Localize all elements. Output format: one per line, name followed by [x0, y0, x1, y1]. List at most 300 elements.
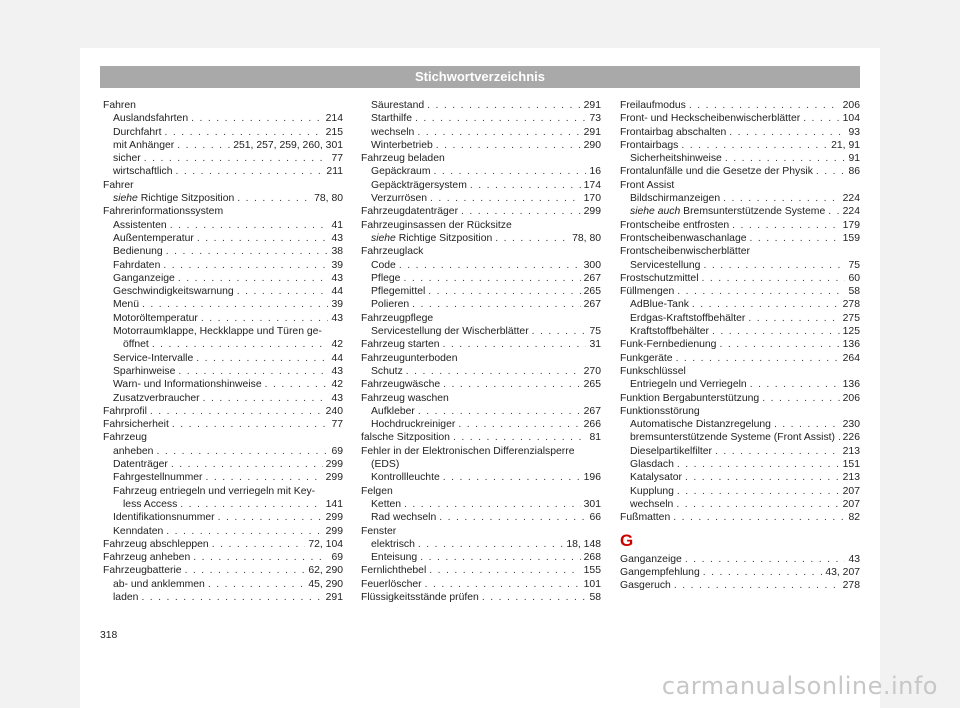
index-entry: [361, 245, 601, 258]
index-subentry: [620, 498, 860, 511]
entry-label: wechseln: [630, 498, 674, 510]
index-entry: [620, 579, 860, 592]
entry-label: Pflege: [371, 272, 401, 284]
dot-leader: [433, 165, 586, 178]
index-subentry: [103, 591, 343, 604]
entry-page-ref: 155: [583, 565, 601, 577]
entry-page-ref: 206: [842, 392, 860, 404]
entry-label: Feuerlöscher: [361, 578, 422, 590]
index-subentry: [103, 338, 343, 351]
entry-label: Auslandsfahrten: [113, 113, 189, 125]
entry-label: Menü: [113, 299, 139, 311]
index-subentry: [103, 139, 343, 152]
index-subentry: [361, 165, 601, 178]
entry-page-ref: 69: [331, 552, 343, 564]
entry-label: Gasgeruch: [620, 580, 671, 592]
entry-label: Motoröltemperatur: [113, 312, 198, 324]
dot-leader: [144, 152, 329, 165]
index-subentry: [361, 458, 601, 471]
index-subentry: [361, 285, 601, 298]
dot-leader: [676, 352, 840, 365]
dot-leader: [196, 352, 328, 365]
entry-label: Service-Intervalle: [113, 352, 194, 364]
index-subentry: [620, 205, 860, 218]
dot-leader: [681, 139, 828, 152]
index-subentry: [620, 312, 860, 325]
index-subentry: [361, 139, 601, 152]
entry-label: Fahrzeuglack: [361, 246, 424, 258]
index-entry: [361, 205, 601, 218]
entry-page-ref: 39: [331, 299, 343, 311]
dot-leader: [185, 564, 306, 577]
entry-label: sicher: [113, 153, 141, 165]
entry-page-ref: 211: [326, 166, 343, 178]
index-subentry: [620, 485, 860, 498]
entry-label: Hochdruckreiniger: [371, 419, 456, 431]
entry-page-ref: 240: [325, 405, 343, 417]
dot-leader: [170, 219, 329, 232]
entry-label: Fahrzeugpflege: [361, 312, 434, 324]
entry-page-ref: 73: [589, 113, 601, 125]
dot-leader: [803, 112, 839, 125]
index-entry: [620, 219, 860, 232]
index-subentry: [103, 511, 343, 524]
index-entry: [620, 285, 860, 298]
entry-page-ref: 18, 148: [566, 538, 601, 550]
dot-leader: [712, 325, 840, 338]
entry-page-ref: 267: [583, 299, 601, 311]
entry-label: Sicherheitshinweise: [630, 153, 722, 165]
entry-label: Bildschirmanzeigen: [630, 193, 721, 205]
entry-label: Fahrzeugdatenträger: [361, 206, 459, 218]
index-subentry: [103, 445, 343, 458]
dot-leader: [677, 285, 845, 298]
entry-page-ref: 44: [331, 352, 343, 364]
index-subentry: [103, 325, 343, 338]
dot-leader: [429, 564, 580, 577]
index-subentry: [103, 245, 343, 258]
entry-label: Fahrzeug waschen: [361, 392, 449, 404]
entry-label: Kontrollleuchte: [371, 472, 440, 484]
index-entry: [620, 232, 860, 245]
dot-leader: [458, 418, 580, 431]
index-entry: [103, 418, 343, 431]
entry-label: Fußmatten: [620, 512, 671, 524]
entry-page-ref: 224: [842, 206, 860, 218]
entry-label: Zusatzverbraucher: [113, 392, 200, 404]
index-entry: [361, 525, 601, 538]
entry-page-ref: 43: [331, 312, 343, 324]
index-entry: [103, 551, 343, 564]
dot-leader: [193, 551, 328, 564]
dot-leader: [406, 365, 581, 378]
entry-label: Frontairbags: [620, 139, 679, 151]
index-subentry: [103, 352, 343, 365]
dot-leader: [532, 325, 587, 338]
dot-leader: [206, 471, 323, 484]
index-subentry: [103, 152, 343, 165]
entry-label: Fahrzeug beladen: [361, 153, 445, 165]
index-subentry: [361, 471, 601, 484]
entry-label: Freilaufmodus: [620, 100, 686, 111]
dot-leader: [265, 378, 329, 391]
dot-leader: [774, 418, 840, 431]
index-subentry: [103, 471, 343, 484]
entry-page-ref: 291: [583, 126, 601, 138]
index-subentry: [103, 525, 343, 538]
section-title: Stichwortverzeichnis: [414, 69, 546, 84]
index-entry: [620, 352, 860, 365]
dot-leader: [443, 378, 581, 391]
entry-label: falsche Sitzposition: [361, 432, 450, 444]
dot-leader: [703, 566, 823, 579]
dot-leader: [427, 99, 581, 112]
dot-leader: [178, 272, 329, 285]
entry-page-ref: 78, 80: [572, 232, 601, 244]
entry-label: Kupplung: [630, 485, 674, 497]
entry-label: Winterbetrieb: [371, 139, 433, 151]
index-subentry: [103, 259, 343, 272]
dot-leader: [412, 298, 581, 311]
entry-label: mit Anhänger: [113, 139, 175, 151]
entry-label: Fehler in der Elektronischen Differenzialsperre: [361, 445, 575, 457]
dot-leader: [461, 205, 581, 218]
page-number: 318: [100, 630, 118, 641]
entry-page-ref: 251, 257, 259, 260, 301: [233, 139, 343, 151]
dot-leader: [470, 179, 581, 192]
dot-leader: [816, 165, 846, 178]
entry-label: Kenndaten: [113, 525, 164, 537]
index-subentry: [361, 259, 601, 272]
entry-label: Sparhinweise: [113, 365, 176, 377]
index-entry: [620, 99, 860, 112]
dot-leader: [725, 152, 846, 165]
dot-leader: [676, 498, 839, 511]
index-entry: [620, 272, 860, 285]
index-entry: [361, 485, 601, 498]
entry-label: Säurestand: [371, 100, 425, 111]
entry-label: Motorraumklappe, Heckklappe und Türen ge-: [113, 326, 322, 338]
entry-page-ref: 41: [331, 219, 343, 231]
entry-label: laden: [113, 591, 139, 603]
entry-page-ref: 77: [331, 153, 343, 165]
entry-page-ref: 43: [331, 365, 343, 377]
entry-page-ref: 78, 80: [314, 193, 343, 205]
dot-leader: [428, 285, 580, 298]
entry-page-ref: 299: [583, 206, 601, 218]
dot-leader: [436, 139, 581, 152]
watermark: carmanualsonline.info: [661, 672, 938, 700]
index-entry: [361, 352, 601, 365]
entry-page-ref: 291: [583, 100, 601, 111]
entry-page-ref: 93: [848, 126, 860, 138]
index-subentry: [103, 378, 343, 391]
entry-page-ref: 136: [842, 339, 860, 351]
entry-page-ref: 31: [589, 339, 601, 351]
index-subentry: [103, 458, 343, 471]
entry-label: Fahren: [103, 100, 136, 111]
entry-page-ref: 42: [331, 379, 343, 391]
index-subentry: [103, 578, 343, 591]
dot-leader: [177, 139, 230, 152]
entry-label: Durchfahrt: [113, 126, 162, 138]
dot-leader: [674, 579, 840, 592]
index-entry: [103, 431, 343, 444]
entry-label: Identifikationsnummer: [113, 512, 215, 524]
entry-label: Frontscheibe entfrosten: [620, 219, 730, 231]
dot-leader: [175, 165, 323, 178]
index-subentry: [620, 471, 860, 484]
entry-label: Pflegemittel: [371, 286, 426, 298]
entry-label: Fahrprofil: [103, 405, 147, 417]
dot-leader: [142, 298, 328, 311]
entry-page-ref: 299: [325, 525, 343, 537]
index-entry: [103, 99, 343, 112]
entry-label: wechseln: [371, 126, 415, 138]
index-subentry: [620, 458, 860, 471]
dot-leader: [197, 232, 329, 245]
entry-page-ref: 207: [842, 485, 860, 497]
entry-label: Fahrsicherheit: [103, 419, 169, 431]
entry-page-ref: 38: [331, 246, 343, 258]
index-subentry: [361, 272, 601, 285]
entry-page-ref: 226: [842, 432, 860, 444]
entry-label: Front Assist: [620, 179, 675, 191]
entry-label: Richtige Sitzposition: [137, 193, 235, 205]
entry-page-ref: 16: [589, 166, 601, 178]
entry-page-ref: 44: [331, 286, 343, 298]
entry-page-ref: 43: [331, 392, 343, 404]
index-subentry: [620, 378, 860, 391]
entry-label: Verzurrösen: [371, 193, 428, 205]
dot-leader: [729, 126, 845, 139]
entry-label: Funkschlüssel: [620, 365, 686, 377]
index-entry: [103, 538, 343, 551]
entry-page-ref: 301: [583, 498, 601, 510]
index-entry: [361, 445, 601, 458]
index-subentry: [361, 551, 601, 564]
index-entry: [361, 152, 601, 165]
dot-leader: [702, 272, 846, 285]
index-entry: [361, 392, 601, 405]
entry-page-ref: 77: [331, 419, 343, 431]
entry-label: Code: [371, 259, 396, 271]
dot-leader: [403, 272, 580, 285]
index-subentry: [103, 312, 343, 325]
entry-label: Entriegeln und Verriegeln: [630, 379, 747, 391]
index-entry: [620, 511, 860, 524]
index-entry: [620, 553, 860, 566]
dot-leader: [203, 392, 329, 405]
index-subentry: [361, 405, 601, 418]
index-subentry: [361, 192, 601, 205]
index-entry: [103, 564, 343, 577]
entry-label: Fahrzeugwäsche: [361, 379, 441, 391]
entry-label: Ketten: [371, 498, 402, 510]
entry-label: anheben: [113, 445, 154, 457]
index-entry: [620, 365, 860, 378]
dot-leader: [715, 445, 840, 458]
entry-page-ref: 299: [325, 472, 343, 484]
entry-page-ref: 267: [583, 405, 601, 417]
entry-label: Gangempfehlung: [620, 566, 700, 578]
index-entry: [361, 564, 601, 577]
dot-leader: [201, 312, 329, 325]
index-subentry: [361, 365, 601, 378]
entry-label: Bedienung: [113, 246, 163, 258]
index-subentry: [620, 192, 860, 205]
entry-label: less Access: [123, 498, 178, 510]
entry-page-ref: 43, 207: [825, 566, 860, 578]
entry-label: Fahrzeugunterboden: [361, 352, 458, 364]
dot-leader: [237, 285, 329, 298]
entry-label: Flüssigkeitsstände prüfen: [361, 591, 479, 603]
entry-page-ref: 265: [583, 286, 601, 298]
entry-label: Servicestellung der Wischerblätter: [371, 326, 529, 338]
index-subentry: [361, 232, 601, 245]
entry-page-ref: 159: [842, 232, 860, 244]
index-entry: [620, 112, 860, 125]
entry-page-ref: 278: [842, 580, 860, 592]
entry-label: Richtige Sitzposition: [395, 232, 493, 244]
entry-label: elektrisch: [371, 538, 415, 550]
entry-page-ref: 174: [583, 179, 601, 191]
entry-label: Ganganzeige: [620, 553, 682, 565]
entry-label: Assistenten: [113, 219, 167, 231]
dot-leader: [703, 259, 845, 272]
entry-label: Funk-Fernbedienung: [620, 339, 717, 351]
entry-page-ref: 213: [842, 445, 860, 457]
entry-page-ref: 62, 290: [308, 565, 343, 577]
entry-label: Fahrer: [103, 179, 134, 191]
dot-leader: [482, 591, 587, 604]
index-entry: [620, 338, 860, 351]
entry-label: Katalysator: [630, 472, 682, 484]
entry-label: Fahrerinformationssystem: [103, 206, 224, 218]
dot-leader: [172, 418, 329, 431]
index-entry: [361, 591, 601, 604]
dot-leader: [212, 538, 306, 551]
entry-label: Kraftstoffbehälter: [630, 326, 709, 338]
index-subentry: [103, 112, 343, 125]
index-subentry: [361, 498, 601, 511]
index-subentry: [361, 538, 601, 551]
dot-leader: [420, 551, 580, 564]
index-subentry: [103, 298, 343, 311]
index-subentry: [361, 99, 601, 112]
entry-label: Frontalunfälle und die Gesetze der Physik: [620, 166, 813, 178]
dot-leader: [237, 192, 311, 205]
dot-leader: [141, 591, 322, 604]
index-entry: [361, 431, 601, 444]
entry-label: Erdgas-Kraftstoffbehälter: [630, 312, 746, 324]
entry-label: Rad wechseln: [371, 512, 437, 524]
entry-page-ref: 141: [325, 498, 343, 510]
entry-label: Fahrdaten: [113, 259, 161, 271]
index-subentry: [103, 219, 343, 232]
entry-page-ref: 299: [325, 512, 343, 524]
entry-page-ref: 43: [848, 553, 860, 565]
dot-leader: [208, 578, 305, 591]
index-entry: [620, 405, 860, 418]
entry-page-ref: 215: [325, 126, 343, 138]
index-subentry: [361, 418, 601, 431]
entry-label: Funktionsstörung: [620, 405, 700, 417]
see-reference: siehe auch: [630, 206, 681, 218]
entry-label: Fahrzeug entriegeln und verriegeln mit Key-: [113, 485, 316, 497]
entry-label: Fahrzeugbatterie: [103, 565, 182, 577]
dot-leader: [762, 392, 839, 405]
index-entry: [361, 312, 601, 325]
entry-label: (EDS): [371, 459, 400, 471]
index-entry: [361, 578, 601, 591]
entry-label: bremsunterstützende Systeme (Front Assist): [630, 432, 836, 444]
entry-page-ref: 43: [331, 272, 343, 284]
entry-page-ref: 136: [842, 379, 860, 391]
see-reference: siehe: [371, 232, 396, 244]
entry-page-ref: 66: [589, 512, 601, 524]
entry-page-ref: 291: [325, 591, 343, 603]
entry-label: Gepäckraum: [371, 166, 431, 178]
entry-label: ab- und anklemmen: [113, 578, 205, 590]
dot-leader: [443, 338, 587, 351]
index-entry: [620, 566, 860, 579]
entry-page-ref: 300: [583, 259, 601, 271]
entry-page-ref: 170: [583, 193, 601, 205]
entry-label: AdBlue-Tank: [630, 299, 689, 311]
dot-leader: [430, 192, 581, 205]
index-subentry: [103, 165, 343, 178]
index-subentry: [103, 485, 343, 498]
entry-label: Starthilfe: [371, 113, 413, 125]
entry-label: Füllmengen: [620, 286, 675, 298]
entry-label: Aufkleber: [371, 405, 415, 417]
entry-page-ref: 104: [842, 113, 860, 125]
entry-page-ref: 206: [842, 100, 860, 111]
dot-leader: [166, 245, 329, 258]
dot-leader: [748, 312, 839, 325]
index-subentry: [620, 431, 860, 444]
entry-label: Fahrzeug starten: [361, 339, 440, 351]
entry-label: öffnet: [123, 339, 149, 351]
see-reference: siehe: [113, 193, 138, 205]
dot-leader: [218, 511, 323, 524]
entry-label: Polieren: [371, 299, 410, 311]
index-subentry: [103, 232, 343, 245]
entry-page-ref: 45, 290: [308, 578, 343, 590]
index-subentry: [620, 325, 860, 338]
dot-leader: [399, 259, 581, 272]
index-entry: [620, 245, 860, 258]
dot-leader: [673, 511, 845, 524]
entry-page-ref: 214: [325, 113, 343, 125]
entry-label: wirtschaftlich: [113, 166, 173, 178]
index-subentry: [103, 285, 343, 298]
index-subentry: [361, 298, 601, 311]
index-entry: [620, 392, 860, 405]
index-letter-heading: G: [620, 530, 634, 550]
dot-leader: [677, 458, 840, 471]
entry-label: Fenster: [361, 525, 397, 537]
dot-leader: [404, 498, 581, 511]
dot-leader: [689, 99, 840, 112]
index-entry: [361, 378, 601, 391]
entry-page-ref: 81: [589, 432, 601, 444]
entry-page-ref: 58: [589, 591, 601, 603]
index-entry: [620, 126, 860, 139]
entry-page-ref: 213: [842, 472, 860, 484]
entry-page-ref: 266: [583, 419, 601, 431]
